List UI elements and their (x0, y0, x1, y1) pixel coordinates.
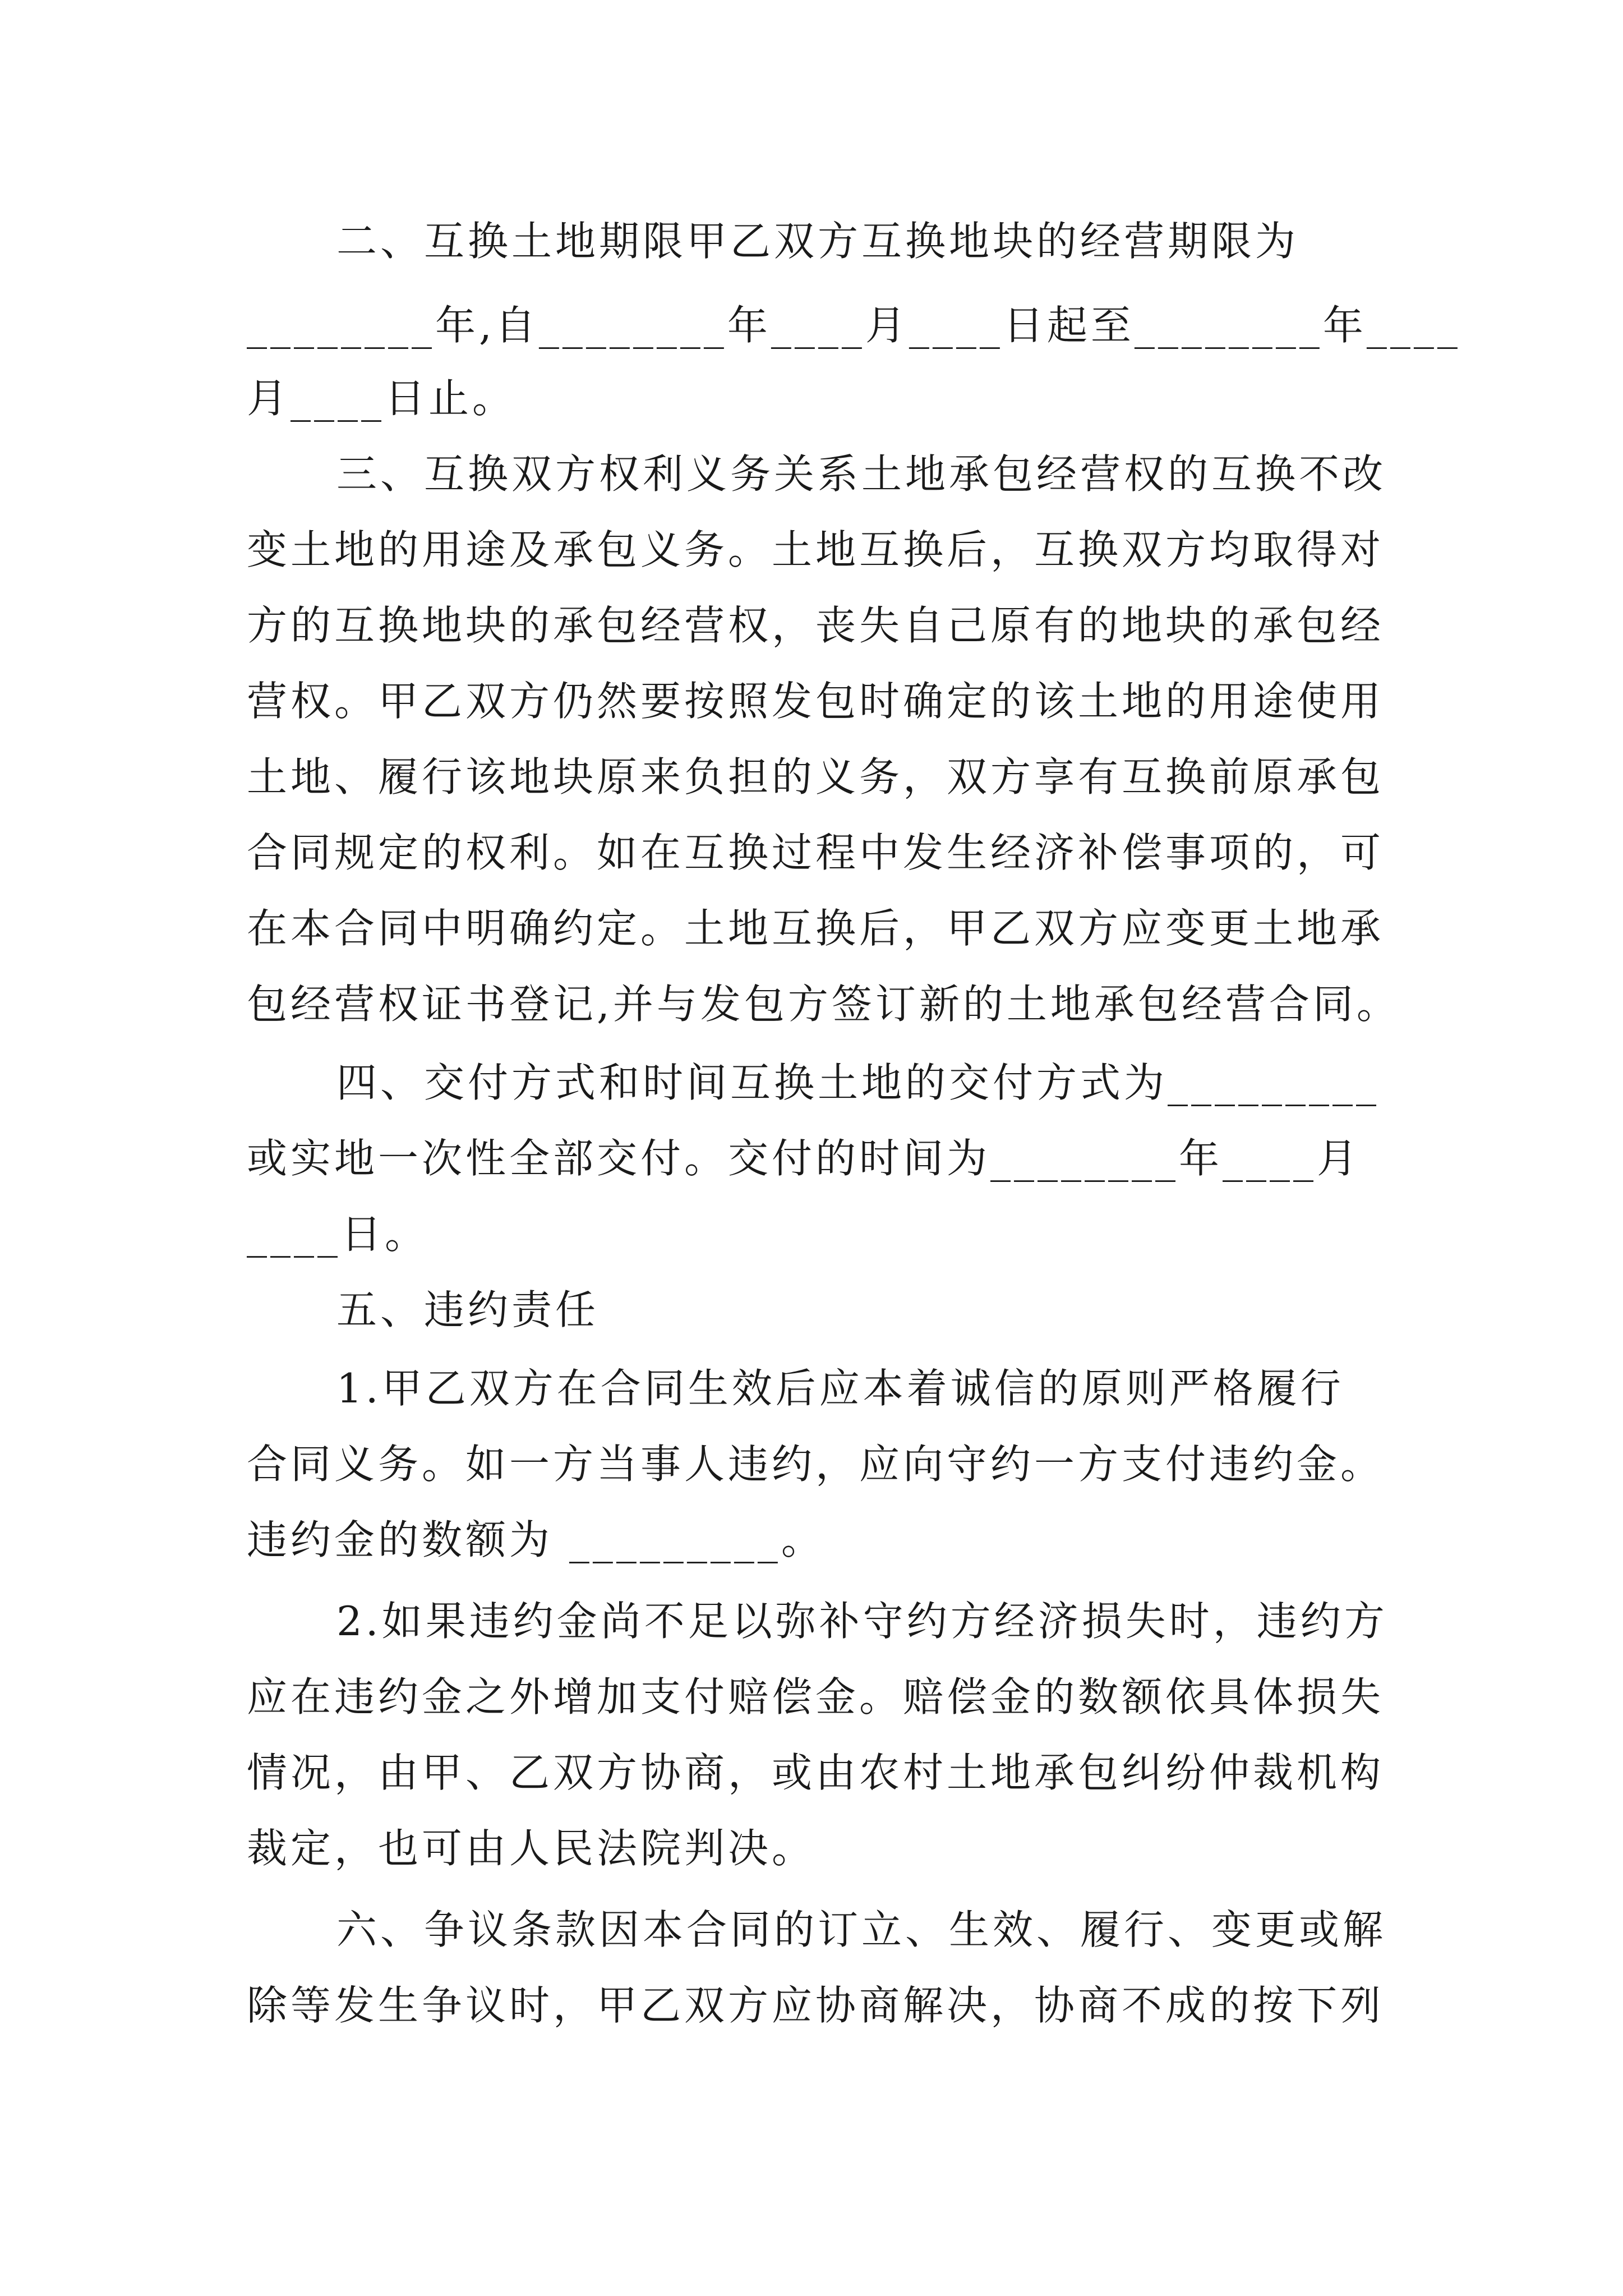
section-5-heading: 五、违约责任 (336, 1286, 600, 1333)
paragraph-6-line-2: 除等发生争议时，甲乙双方应协商解决，协商不成的按下列 (247, 1982, 1385, 2029)
paragraph-2-line-2: ________年,自________年____月____日起至________年____ (247, 302, 1461, 349)
clause-5-1-line-3: 违约金的数额为 _________。 (247, 1516, 825, 1563)
paragraph-3-line-7: 在本合同中明确约定。土地互换后，甲乙双方应变更土地承 (247, 905, 1385, 952)
clause-5-1-line-2: 合同义务。如一方当事人违约，应向守约一方支付违约金。 (247, 1441, 1385, 1488)
clause-5-2-line-2: 应在违约金之外增加支付赔偿金。赔偿金的数额依具体损失 (247, 1673, 1385, 1720)
paragraph-3-line-1: 三、互换双方权利义务关系土地承包经营权的互换不改 (336, 450, 1387, 498)
clause-5-2-line-3: 情况，由甲、乙双方协商，或由农村土地承包纠纷仲裁机构 (247, 1749, 1385, 1796)
paragraph-3-line-5: 土地、履行该地块原来负担的义务，双方享有互换前原承包 (247, 753, 1385, 800)
paragraph-4-line-2: 或实地一次性全部交付。交付的时间为________年____月 (247, 1135, 1361, 1182)
paragraph-3-line-6: 合同规定的权利。如在互换过程中发生经济补偿事项的，可 (247, 829, 1385, 876)
clause-5-2-line-1: 2.如果违约金尚不足以弥补守约方经济损失时，违约方 (336, 1598, 1388, 1645)
paragraph-4-line-1: 四、交付方式和时间互换土地的交付方式为_________ (336, 1059, 1380, 1106)
clause-5-2-line-4: 裁定，也可由人民法院判决。 (247, 1825, 816, 1872)
paragraph-4-line-3: ____日。 (247, 1211, 429, 1258)
paragraph-2-line-1: 二、互换土地期限甲乙双方互换地块的经营期限为 (336, 218, 1299, 265)
paragraph-3-line-3: 方的互换地块的承包经营权，丧失自己原有的地块的承包经 (247, 602, 1385, 649)
paragraph-2-line-3: 月____日止。 (247, 375, 517, 422)
paragraph-3-line-4: 营权。甲乙双方仍然要按照发包时确定的该土地的用途使用 (247, 678, 1385, 725)
paragraph-3-line-8: 包经营权证书登记,并与发包方签订新的土地承包经营合同。 (247, 981, 1400, 1028)
paragraph-3-line-2: 变土地的用途及承包义务。土地互换后，互换双方均取得对 (247, 526, 1385, 573)
paragraph-6-line-1: 六、争议条款因本合同的订立、生效、履行、变更或解 (336, 1906, 1387, 1953)
clause-5-1-line-1: 1.甲乙双方在合同生效后应本着诚信的原则严格履行 (336, 1365, 1344, 1412)
